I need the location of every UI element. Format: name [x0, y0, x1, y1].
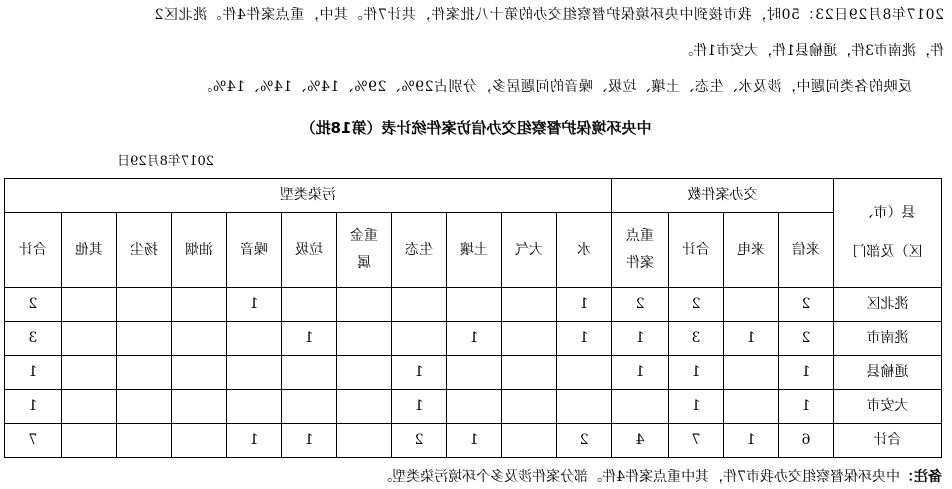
table-cell [557, 356, 612, 390]
table-cell [337, 356, 392, 390]
col-header-garbage: 垃圾 [282, 213, 337, 288]
col-header-water: 水 [557, 213, 612, 288]
row-label: 通榆县 [834, 356, 942, 390]
table-cell: 1 [724, 424, 779, 458]
col-header-heavy-metal: 重金 属 [337, 213, 392, 288]
table-cell: 2 [4, 288, 61, 322]
table-cell [502, 322, 557, 356]
table-cell [62, 424, 117, 458]
header-row-columns [4, 213, 941, 288]
col-header-key-cases: 重点 案件 [612, 213, 669, 288]
table-cell: 1 [227, 424, 282, 458]
table-cell [337, 322, 392, 356]
table-cell: 1 [779, 356, 834, 390]
table-cell: 1 [779, 390, 834, 424]
table-cell: 1 [4, 390, 61, 424]
table-cell [392, 288, 447, 322]
table-cell [172, 288, 227, 322]
table-title: 中央环境保护督察组交办信访案件统计表（第18批） [300, 119, 652, 137]
table-cell: 1 [669, 356, 724, 390]
table-cell: 1 [669, 390, 724, 424]
table-cell: 2 [779, 288, 834, 322]
table-cell [227, 390, 282, 424]
table-cell: 3 [669, 322, 724, 356]
table-cell: 1 [557, 288, 612, 322]
table-cell [337, 288, 392, 322]
table-body [4, 288, 941, 458]
table-cell: 1 [282, 322, 337, 356]
table-note [378, 466, 942, 486]
pollution-group-header: 污染类型 [4, 179, 611, 213]
table-cell [282, 288, 337, 322]
col-header-calls: 来电 [724, 213, 779, 288]
table-cell: 1 [447, 322, 502, 356]
table-cell [612, 390, 669, 424]
table-date: 2017年8月29日 [117, 154, 214, 169]
table-cell: 1 [612, 322, 669, 356]
table-cell: 2 [779, 322, 834, 356]
col-header-air: 大气 [502, 213, 557, 288]
note-text: 中央环保督察组交办我市7件，其中重点案件4件。部分案件涉及多个环境污染类型。 [378, 469, 900, 485]
col-header-dust: 扬尘 [117, 213, 172, 288]
table-cell: 2 [392, 424, 447, 458]
table-cell: 2 [669, 288, 724, 322]
table-cell: 1 [392, 356, 447, 390]
row-label: 洮北区 [834, 288, 942, 322]
table-cell [117, 424, 172, 458]
table-cell [172, 322, 227, 356]
table-row [4, 390, 941, 424]
table-cell: 2 [557, 424, 612, 458]
col-header-other: 其他 [62, 213, 117, 288]
table-cell [502, 390, 557, 424]
table-cell: 4 [612, 424, 669, 458]
cases-group-header: 交办案件数 [612, 179, 834, 213]
table-cell: 2 [612, 288, 669, 322]
table-cell [447, 356, 502, 390]
table-cell [172, 356, 227, 390]
table-cell [172, 424, 227, 458]
table-cell [62, 322, 117, 356]
intro-paragraph-line-2: 件，洮南市3件，通榆县1件，大安市1件。 [679, 43, 944, 59]
table-cell [117, 322, 172, 356]
col-header-soil: 土壤 [447, 213, 502, 288]
table-cell [62, 356, 117, 390]
table-row [4, 356, 941, 390]
statistics-table [4, 178, 942, 458]
table-cell [117, 356, 172, 390]
table-cell: 1 [4, 356, 61, 390]
col-header-case-total: 合计 [669, 213, 724, 288]
table-cell: 1 [557, 322, 612, 356]
row-label: 洮南市 [834, 322, 942, 356]
table-cell [502, 356, 557, 390]
table-cell: 3 [4, 322, 61, 356]
table-cell [502, 424, 557, 458]
col-header-noise: 噪音 [227, 213, 282, 288]
table-cell: 6 [779, 424, 834, 458]
table-cell: 1 [392, 390, 447, 424]
table-row [4, 424, 941, 458]
table-cell [227, 322, 282, 356]
table-cell [724, 288, 779, 322]
table-cell [502, 288, 557, 322]
table-cell [337, 390, 392, 424]
col-header-pollution-total: 合计 [4, 213, 61, 288]
intro-paragraph-line-1: 2017年8月29日23：50时，我市接到中央环境保护督察组交办的第十八批案件，共计7件。其中，重点案件4件。洮北区2 [153, 7, 944, 23]
header-row-groups [4, 179, 941, 213]
col-header-fumes: 油烟 [172, 213, 227, 288]
table-row [4, 288, 941, 322]
table-cell [724, 390, 779, 424]
table-cell [337, 424, 392, 458]
table-cell [447, 288, 502, 322]
table-cell [172, 390, 227, 424]
table-cell: 7 [669, 424, 724, 458]
table-cell [392, 322, 447, 356]
table-cell [117, 390, 172, 424]
region-header: 县（市、 区）及部门 [834, 179, 942, 288]
table-cell: 1 [724, 322, 779, 356]
col-header-ecology: 生态 [392, 213, 447, 288]
col-header-letters: 来信 [779, 213, 834, 288]
row-label: 大安市 [834, 390, 942, 424]
intro-paragraph-line-3: 反映的各类问题中，涉及水、生态、土壤、垃圾、噪音的问题居多，分别占29%、29%、14%、14%、14%。 [197, 79, 912, 95]
row-label: 合计 [834, 424, 942, 458]
table-cell: 1 [227, 288, 282, 322]
table-cell [282, 390, 337, 424]
table-row [4, 322, 941, 356]
table-cell [117, 288, 172, 322]
table-cell: 1 [447, 424, 502, 458]
table-cell [62, 288, 117, 322]
note-label: 备注： [900, 469, 942, 485]
table-cell: 1 [612, 356, 669, 390]
table-cell: 1 [282, 424, 337, 458]
table-cell: 7 [4, 424, 61, 458]
table-cell [62, 390, 117, 424]
table-cell [227, 356, 282, 390]
table-cell [447, 390, 502, 424]
table-cell [557, 390, 612, 424]
table-cell [724, 356, 779, 390]
table-cell [282, 356, 337, 390]
